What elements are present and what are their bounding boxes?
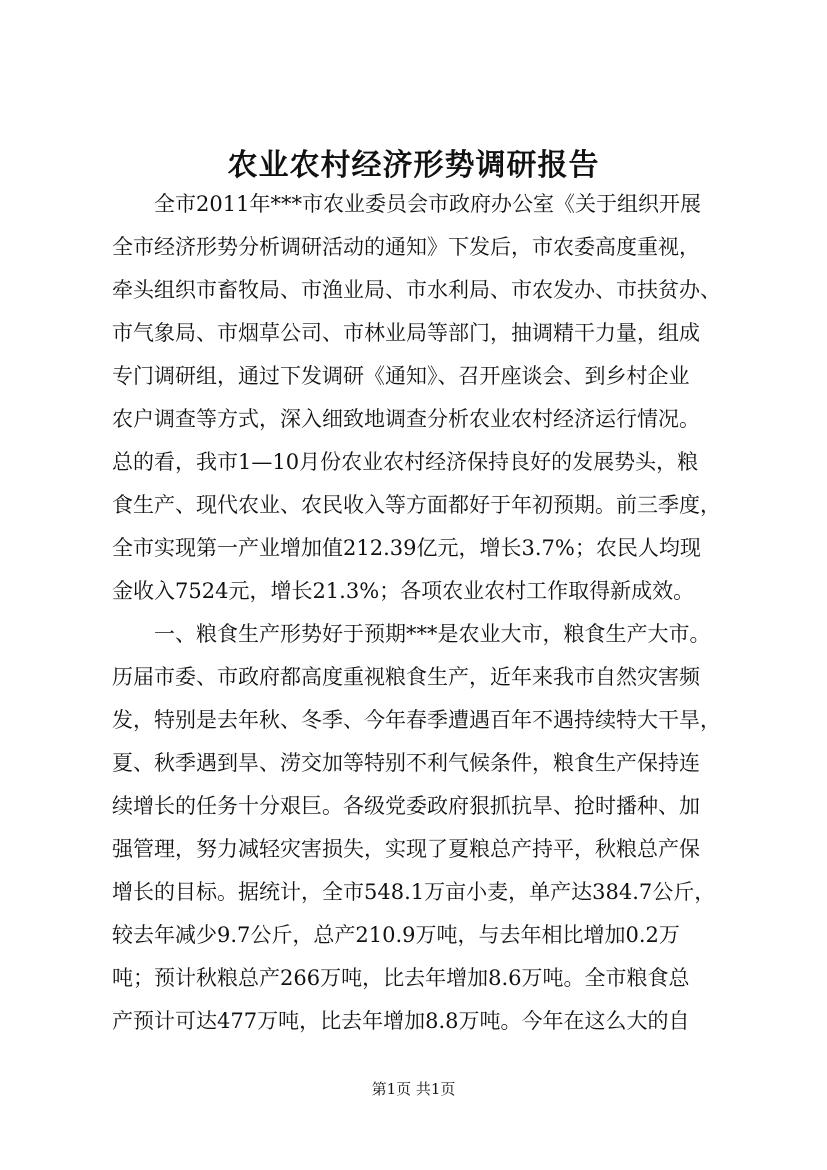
body-line: 强管理，努力减轻灾害损失，实现了夏粮总产持平，秋粮总产保 [112,837,700,861]
body-line: 历届市委、市政府都高度重视粮食生产，近年来我市自然灾害频 [112,665,700,689]
body-line: 农户调查等方式，深入细致地调查分析农业农村经济运行情况。 [112,407,700,431]
document-title: 农业农村经济形势调研报告 [227,148,600,183]
body-line: 夏、秋季遇到旱、涝交加等特别不利气候条件，粮食生产保持连 [112,751,700,775]
body-line: 全市经济形势分析调研活动的通知》下发后，市农委高度重视， [112,235,700,259]
body-line: 总的看，我市1—10月份农业农村经济保持良好的发展势头，粮 [112,450,699,474]
body-line: 金收入7524元，增长21.3%；各项农业农村工作取得新成效。 [112,579,695,603]
page-footer: 第1页 共1页 [371,1080,456,1098]
body-line: 产预计可达477万吨，比去年增加8.8万吨。今年在这么大的自 [112,1009,690,1033]
body-line: 牵头组织市畜牧局、市渔业局、市水利局、市农发办、市扶贫办、 [112,278,721,302]
body-line: 增长的目标。据统计，全市548.1万亩小麦，单产达384.7公斤， [112,880,716,904]
body-line: 续增长的任务十分艰巨。各级党委政府狠抓抗旱、抢时播种、加 [112,794,700,818]
body-line: 吨；预计秋粮总产266万吨，比去年增加8.6万吨。全市粮食总 [112,966,690,990]
body-line: 全市实现第一产业增加值212.39亿元，增长3.7%；农民人均现 [112,536,701,560]
body-line: 发，特别是去年秋、冬季、今年春季遭遇百年不遇持续特大干旱， [112,708,721,732]
body-line: 较去年减少9.7公斤，总产210.9万吨，与去年相比增加0.2万 [112,923,680,947]
body-line: 专门调研组，通过下发调研《通知》、召开座谈会、到乡村企业 [112,364,690,388]
body-line: 食生产、现代农业、农民收入等方面都好于年初预期。前三季度， [112,493,721,517]
body-line: 一、粮食生产形势好于预期***是农业大市，粮食生产大市。 [112,622,711,646]
body-line: 市气象局、市烟草公司、市林业局等部门，抽调精干力量，组成 [112,321,700,345]
body-line: 全市2011年***市农业委员会市政府办公室《关于组织开展 [112,192,701,216]
